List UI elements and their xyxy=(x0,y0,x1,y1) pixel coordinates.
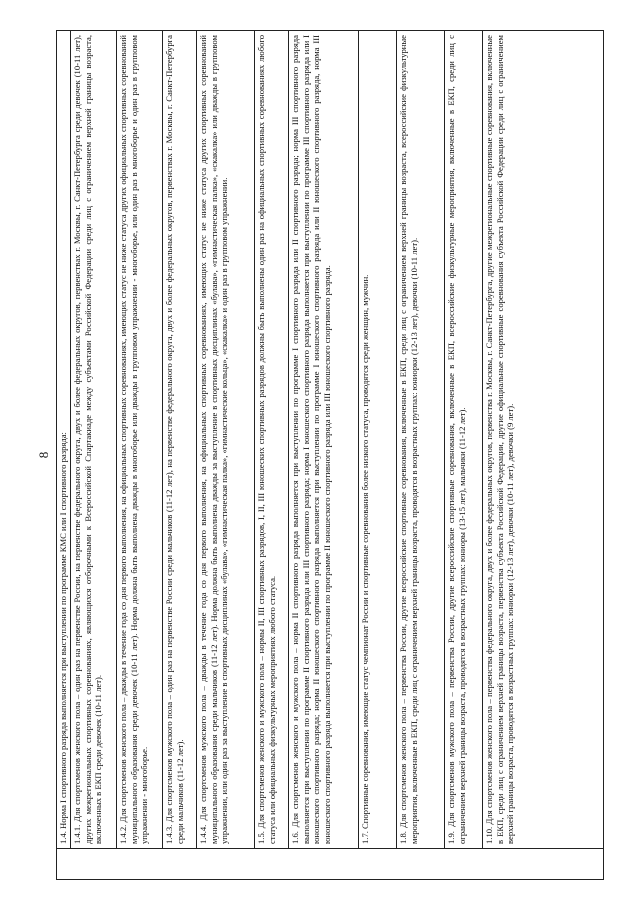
table-left-column xyxy=(57,848,603,879)
row-text: 1.5. Для спортсменов женского и мужского пола – нормы II, III спортивных разрядов, I, II, III юношеских спортивных разрядов должны быть выполнены один раз на официальных спортивных соревнованиях любого статуса или официальных физкультурных мероприятиях любого статуса. xyxy=(256,35,277,844)
row-text: 1.10. Для спортсменов женского пола – первенства федерального округа, двух и более федеральных округов, первенства г. Москвы, г. Санкт-Петербурга, другие межрегиональные спортивные соревнования, включенные в ЕКП, среди лиц с ограничением верхней границы возраста, первенства субъекта Российской Федерации, другие официальные спортивные соревнования субъекта Российской Федерации среди лиц с ограничением верхней границы возраста, проводятся в возрастных группах: юниорки (12-13 лет), девочки (10-11 лет), девочки (9 лет). xyxy=(484,35,516,844)
table-row xyxy=(163,31,197,848)
table-row xyxy=(197,31,255,848)
table-row xyxy=(445,31,483,848)
row-text: 1.9. Для спортсменов мужского пола – первенства России, другие всероссийские спортивные соревнования, включенные в ЕКП, всероссийские физкультурные мероприятия, включенные в ЕКП, среди лиц с ограничением верхней границы возраста, проводятся в возрастных группах: юниоры (13-15 лет), мальчики (11-12 лет). xyxy=(446,35,467,844)
table-row xyxy=(289,31,359,848)
rotated-page xyxy=(36,30,604,880)
table-row xyxy=(57,31,71,848)
table-row xyxy=(397,31,445,848)
row-text: 1.4.4. Для спортсменов мужского пола – дважды в течение года со дня первого выполнения, на официальных спортивных соревнованиях, имеющих статус не ниже статуса других спортивных соревнований муниципального образования среди мальчиков (11-12 лет). Норма должна быть выполнена дважды за выступление в спортивных дисциплинах «булава», «гимнастическая палка», «скакалка» или дважды в групповом упражнении, или один раз за выступление в спортивных дисциплинах «булава», «гимнастическая палка», «гимнастические кольца», «скакалка» и один раз в групповом упражнении. xyxy=(198,35,230,844)
table-row xyxy=(71,31,117,848)
row-text: 1.4.1. Для спортсменов женского пола – один раз на первенстве России, на первенстве федерального округа, двух и более федеральных округов, первенствах г. Москвы, г. Санкт-Петербурга среди девочек (10-11 лет), других межрегиональных спортивных соревнованиях, являющихся отборочными к Всероссийской Спартакиаде между субъектами Российской Федерации среди лиц с ограничением верхней границы возраста, включенных в ЕКП среди девочек (10-11 лет). xyxy=(72,35,104,844)
page-number: 8 xyxy=(36,451,51,459)
row-text: 1.6. Для спортсменов женского и мужского пола – норма II спортивного разряда выполняется при выступлении по программе I спортивного разряда или II спортивного разряда; норма III спортивного разряда выполняется при выступлении по программе II спортивного разряда или III спортивного разряда; норма I юношеского спортивного разряда выполняется при выступлении по программе III спортивного разряда или I юношеского спортивного разряда; норма II юношеского спортивного разряда выполняется при выступлении по программе I юношеского спортивного разряда или II юношеского спортивного разряда, норма III юношеского спортивного разряда выполняется при выступлении по программе II юношеского спортивного разряда или III юношеского спортивного разряда. xyxy=(290,35,332,844)
table-row xyxy=(117,31,163,848)
table-row xyxy=(483,31,543,848)
row-text: 1.4. Норма I спортивного разряда выполняется при выступлении по программе КМС или I спортивного разряда: xyxy=(58,432,68,844)
row-text: 1.7. Спортивные соревнования, имеющие статус чемпионат России и спортивные соревнования более низкого статуса, проводятся среди женщин, мужчин. xyxy=(360,274,370,844)
table-row xyxy=(255,31,289,848)
table-row xyxy=(359,31,397,848)
table-main-column xyxy=(57,31,603,848)
row-text: 1.8. Для спортсменов женского пола – первенства России, другие всероссийские спортивные соревнования, включенные в ЕКП, среди лиц с ограничением верхней границы возраста, всероссийские физкультурные мероприятия, включенные в ЕКП, среди лиц с ограничением верхней границы возраста, проводятся в возрастных группах: юниорки (12-13 лет), девочки (10-11 лет). xyxy=(398,35,419,844)
rules-table xyxy=(56,30,604,880)
row-text: 1.4.3. Для спортсменов мужского пола – один раз на первенстве России среди мальчиков (11-12 лет), на первенстве федерального округа, двух и более федеральных округов, первенствах г. Москвы, г. Санкт-Петербурга среди мальчиков (11-12 лет). xyxy=(164,35,185,844)
row-text: 1.4.2. Для спортсменов женского пола – дважды в течение года со дня первого выполнения, на официальных спортивных соревнованиях, имеющих статус не ниже статуса других официальных спортивных соревнований муниципального образования среди девочек (10-11 лет). Норма должна быть выполнена дважды в многоборье или дважды в групповом упражнении - многоборье, или один раз в многоборье и один раз в групповом упражнении - многоборье. xyxy=(118,35,150,844)
